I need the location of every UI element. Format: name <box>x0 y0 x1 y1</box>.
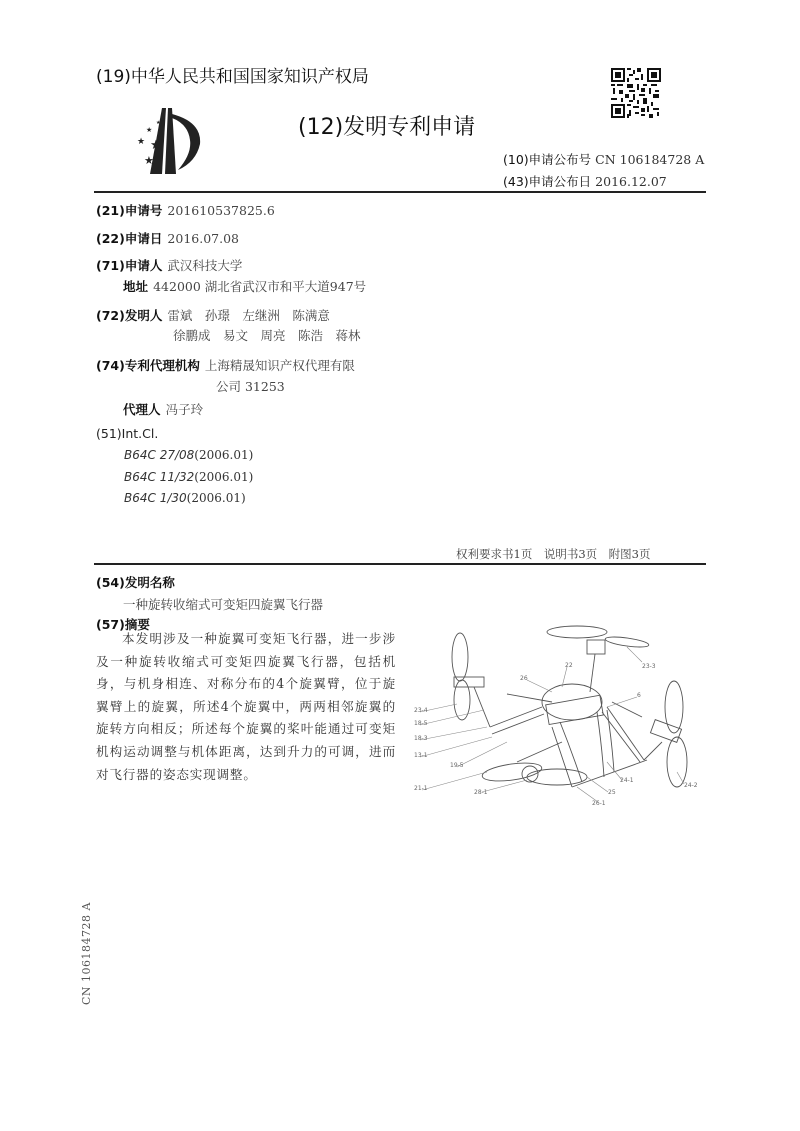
pub-date-value: 2016.12.07 <box>595 174 667 189</box>
ipc-entry <box>124 491 246 505</box>
svg-text:★: ★ <box>146 126 153 134</box>
invention-title: 一种旋转收缩式可变矩四旋翼飞行器 <box>123 597 324 612</box>
figure-label: 18-5 <box>414 720 428 727</box>
sipo-logo-icon <box>132 104 208 176</box>
ipc-code: B64C 1/30 <box>124 491 187 505</box>
document-type: (12)发明专利申请 <box>298 115 476 140</box>
app-date-label: (22)申请日 <box>96 231 163 246</box>
quadrotor-drawing-icon <box>412 612 712 807</box>
figure-label: 23-4 <box>414 707 428 714</box>
page-counts: 权利要求书1页 说明书3页 附图3页 <box>456 547 651 561</box>
figure-label: 25 <box>608 789 616 796</box>
svg-text:★: ★ <box>137 137 146 147</box>
applicant-value: 武汉科技大学 <box>167 258 243 273</box>
section-divider <box>94 563 706 565</box>
agency-label: (74)专利代理机构 <box>96 358 200 373</box>
inventors-label: (72)发明人 <box>96 308 163 323</box>
agent-label: 代理人 <box>123 402 161 417</box>
ipc-code: B64C 11/32 <box>124 470 195 484</box>
ipc-label: (51)Int.Cl. <box>96 426 159 441</box>
abstract-text: 本发明涉及一种旋翼可变矩飞行器，进一步涉及一种旋转收缩式可变矩四旋翼飞行器，包括机身，与机身相连、对称分布的4个旋翼臂，位于旋翼臂上的旋翼，所述4个旋翼中，两两相邻旋翼的旋转方向相反；所述每个旋翼的桨叶能通过可变矩机构运动调整与机体距离，达到升力的可调，进而对飞行器的姿态实现调整。 <box>96 631 396 782</box>
figure-label: 26-1 <box>592 800 606 807</box>
figure-label: 19-5 <box>450 762 464 769</box>
figure-label: 23-3 <box>642 663 656 670</box>
ipc-entry <box>124 470 253 484</box>
office-name: (19)中华人民共和国国家知识产权局 <box>96 67 369 87</box>
title-label: (54)发明名称 <box>96 575 175 590</box>
figure-label: 28-1 <box>474 789 488 796</box>
agent-value: 冯子玲 <box>165 402 204 417</box>
svg-text:★: ★ <box>156 120 161 126</box>
inventors-line2: 徐鹏成 易文 周亮 陈浩 蒋林 <box>173 328 361 343</box>
applicant-label: (71)申请人 <box>96 258 163 273</box>
figure-label: 26 <box>520 675 528 682</box>
pub-no-value: CN 106184728 A <box>595 152 705 167</box>
app-no-value: 201610537825.6 <box>167 203 275 218</box>
agency-line2: 公司 31253 <box>216 379 285 394</box>
inventors-line1: 雷斌 孙璟 左继洲 陈满意 <box>167 308 330 323</box>
ipc-code: B64C 27/08 <box>124 448 195 462</box>
svg-text:★: ★ <box>150 138 162 153</box>
qr-code-icon <box>611 68 661 118</box>
side-publication-number: CN 106184728 A <box>80 902 93 1005</box>
figure-label: 13-1 <box>414 752 428 759</box>
address-value: 442000 湖北省武汉市和平大道947号 <box>153 279 367 294</box>
agency-line1: 上海精晟知识产权代理有限 <box>204 358 355 373</box>
figure-label: 24-2 <box>684 782 698 789</box>
address-label: 地址 <box>123 279 149 294</box>
pub-date-label: (43)申请公布日 <box>503 174 592 189</box>
app-no-label: (21)申请号 <box>96 203 163 218</box>
header-divider <box>94 191 706 193</box>
ipc-entry <box>124 448 253 462</box>
pub-no-label: (10)申请公布号 <box>503 152 592 167</box>
ipc-version: (2006.01) <box>194 470 254 484</box>
figure-label: 6 <box>637 692 641 699</box>
figure-label: 22 <box>565 662 573 669</box>
svg-text:★: ★ <box>144 154 154 167</box>
figure-label: 21-1 <box>414 785 428 792</box>
app-date-value: 2016.07.08 <box>167 231 239 246</box>
figure-label: 24-1 <box>620 777 634 784</box>
figure-label: 18-3 <box>414 735 428 742</box>
ipc-version: (2006.01) <box>194 448 254 462</box>
ipc-version: (2006.01) <box>186 491 246 505</box>
abstract-label: (57)摘要 <box>96 617 150 632</box>
